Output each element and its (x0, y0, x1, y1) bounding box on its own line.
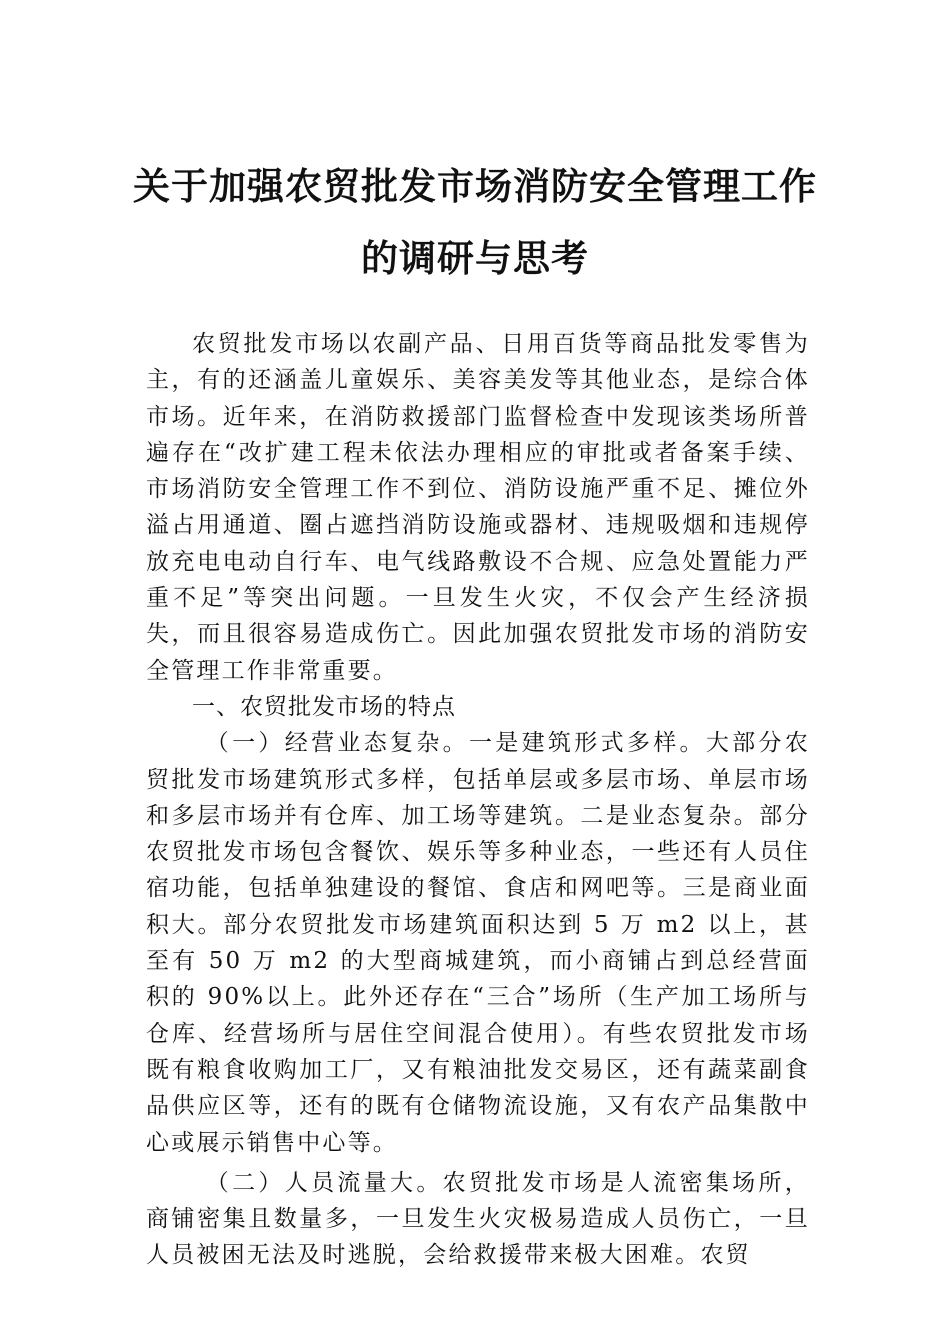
section-heading-1: 一、农贸批发市场的特点 (192, 693, 456, 720)
subsection-paragraph-1: （一）经营业态复杂。一是建筑形式多样。大部分农贸批发市场建筑形式多样，包括单层或多层市场、单层市场和多层市场并有仓库、加工场等建筑。二是业态复杂。部分农贸批发市场包含餐饮、娱乐等多种业态，一些还有人员住宿功能，包括单独建设的餐馆、食店和网吧等。三是商业面积大。部分农贸批发市场建筑面积达到 5 万 m2 以上，甚至有 50 万 m2 的大型商城建筑，而小商铺占到总经营面积的 90%以上。此外还存在“三合”场所（生产加工场所与仓库、经营场所与居住空间混合使用）。有些农贸批发市场既有粮食收购加工厂，又有粮油批发交易区，还有蔬菜副食品供应区等，还有的既有仓储物流设施，又有农产品集散中心或展示销售中心等。 (146, 730, 810, 1156)
document-title-line-1: 关于加强农贸批发市场消防安全管理工作 (133, 164, 817, 208)
intro-paragraph: 农贸批发市场以农副产品、日用百货等商品批发零售为主，有的还涵盖儿童娱乐、美容美发等其他业态，是综合体市场。近年来，在消防救援部门监督检查中发现该类场所普遍存在“改扩建工程未依法办理相应的审批或者备案手续、市场消防安全管理工作不到位、消防设施严重不足、摊位外溢占用通道、圈占遮挡消防设施或器材、违规吸烟和违规停放充电电动自行车、电气线路敷设不合规、应急处置能力严重不足”等突出问题。一旦发生火灾，不仅会产生经济损失，而且很容易造成伤亡。因此加强农贸批发市场的消防安全管理工作非常重要。 (146, 331, 810, 684)
document-body (146, 326, 810, 1274)
document-title-line-2: 的调研与思考 (361, 236, 589, 280)
subsection-paragraph-2: （二）人员流量大。农贸批发市场是人流密集场所，商铺密集且数量多，一旦发生火灾极易造成人员伤亡，一旦人员被困无法及时逃脱，会给救援带来极大困难。农贸 (146, 1169, 810, 1269)
